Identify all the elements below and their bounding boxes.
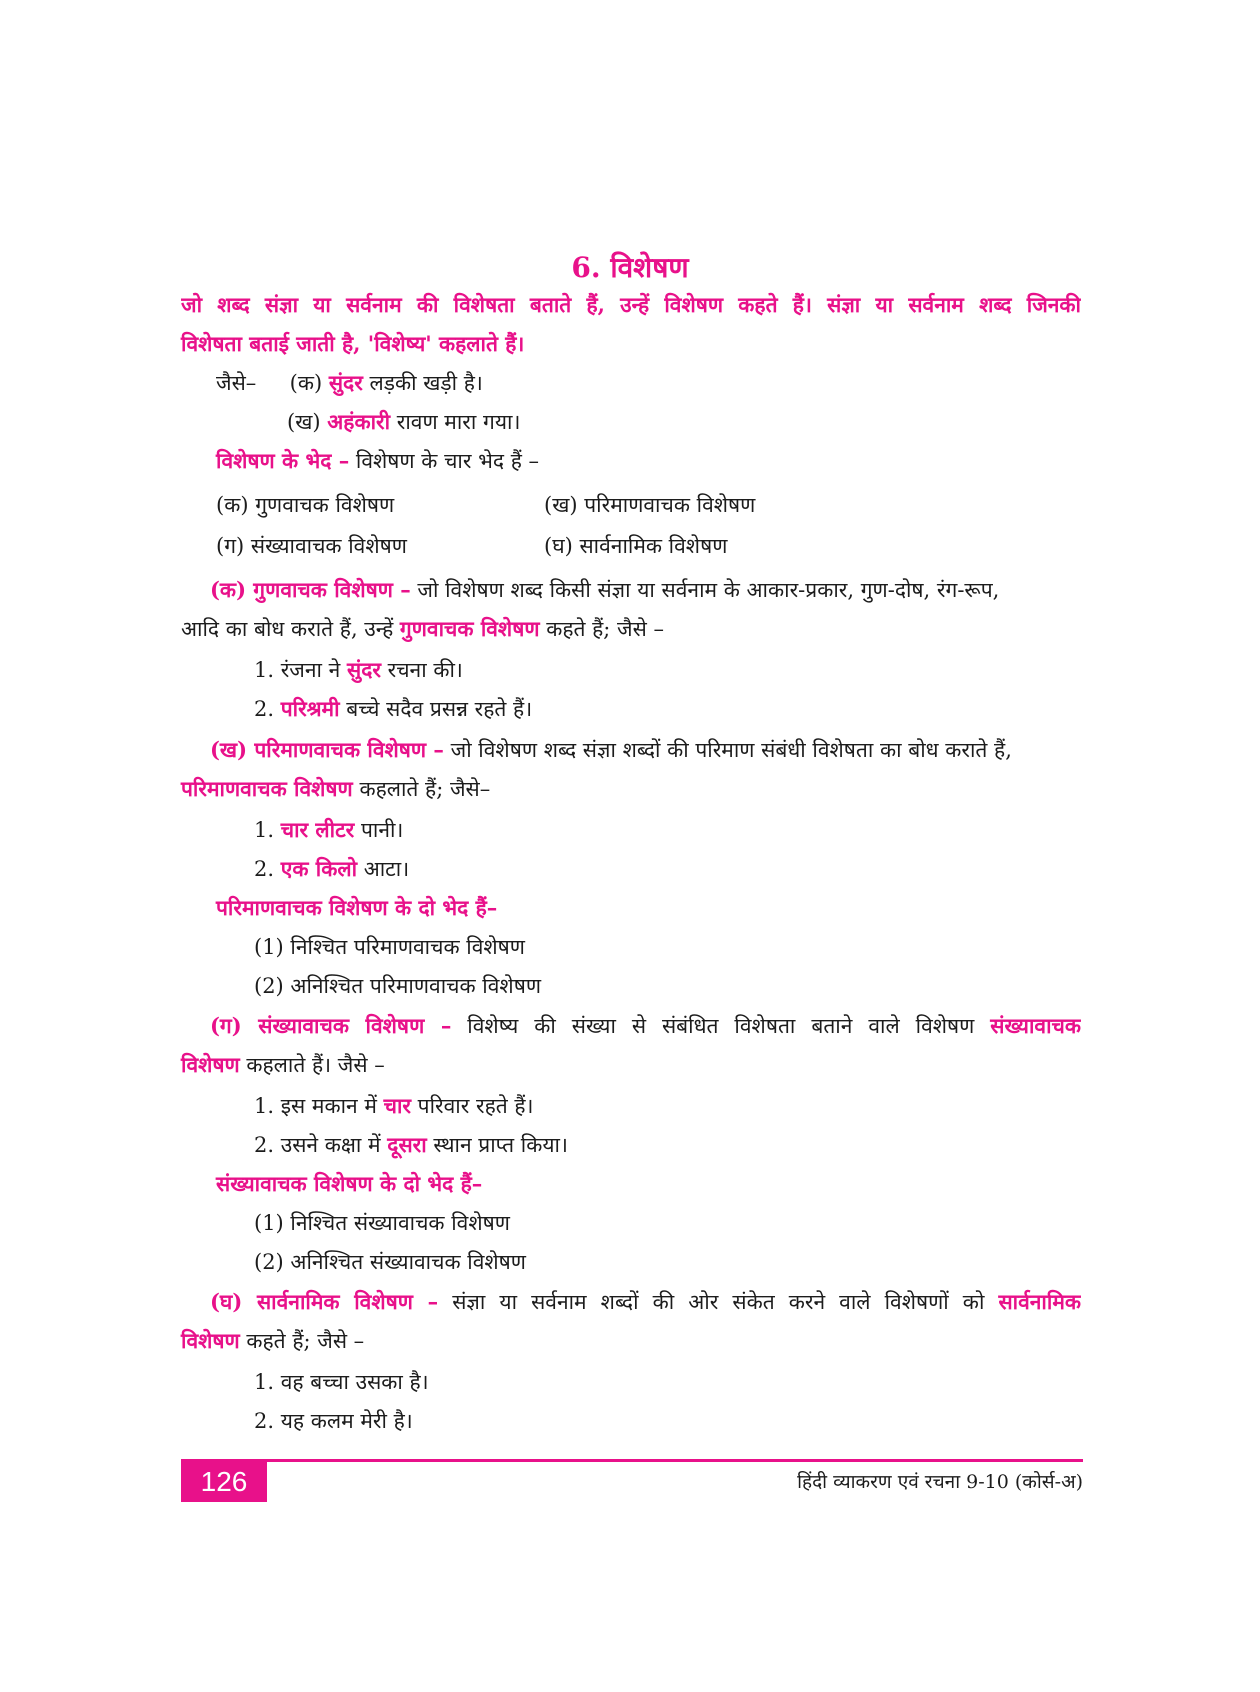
parimaan-example-1 bbox=[254, 815, 403, 845]
parimaan-line-2 bbox=[181, 774, 490, 804]
guna-example-2-adjective: परिश्रमी bbox=[280, 696, 340, 721]
sankhya-line-2-end: कहलाते हैं। जैसे – bbox=[246, 1053, 385, 1077]
parimaan-definition: जो विशेषण शब्द संज्ञा शब्दों की परिमाण संबंधी विशेषता का बोध कराते हैं, bbox=[450, 738, 1012, 762]
parimaan-subtypes-heading: परिमाणवाचक विशेषण के दो भेद हैं– bbox=[216, 895, 498, 920]
parimaan-line-2-end: कहलाते हैं; जैसे– bbox=[359, 777, 491, 801]
sankhya-example-1-b: परिवार रहते हैं। bbox=[417, 1094, 534, 1118]
intro-line-1: जो शब्द संज्ञा या सर्वनाम की विशेषता बताते हैं, उन्हें विशेषण कहते हैं। संज्ञा या सर्वनाम शब्द जिनकी bbox=[181, 292, 1081, 317]
sankhya-example-1-a: 1. इस मकान में bbox=[254, 1094, 377, 1118]
sarvanamik-line-2 bbox=[181, 1326, 364, 1356]
parimaan-line-1 bbox=[210, 735, 1012, 765]
sarvanamik-line-2-end: कहते हैं; जैसे – bbox=[246, 1329, 365, 1353]
example-2-num: (ख) bbox=[287, 410, 321, 434]
sankhya-term-part-1: संख्यावाचक bbox=[990, 1013, 1081, 1038]
sankhya-example-2-a: 2. उसने कक्षा में bbox=[254, 1133, 381, 1157]
types-heading-label: विशेषण के भेद – bbox=[216, 448, 350, 473]
sarvanamik-line-1 bbox=[210, 1287, 1081, 1317]
example-2 bbox=[287, 407, 520, 437]
type-item: (घ) सार्वनामिक विशेषण bbox=[544, 534, 728, 558]
example-2-rest: रावण मारा गया। bbox=[396, 410, 521, 434]
parimaan-heading: (ख) परिमाणवाचक विशेषण – bbox=[210, 737, 444, 762]
sankhya-term-part-2: विशेषण bbox=[181, 1052, 240, 1077]
example-1-rest: लड़की खड़ी है। bbox=[369, 371, 483, 395]
sankhya-line-1 bbox=[210, 1011, 1081, 1041]
sankhya-subtype-2: (2) अनिश्चित संख्यावाचक विशेषण bbox=[254, 1250, 526, 1274]
type-item: (क) गुणवाचक विशेषण bbox=[216, 493, 395, 517]
sarvanamik-example-2: 2. यह कलम मेरी है। bbox=[254, 1409, 413, 1433]
type-item: (ग) संख्यावाचक विशेषण bbox=[216, 534, 407, 558]
parimaan-example-2-adjective: एक किलो bbox=[280, 856, 358, 881]
sankhya-example-2-adjective: दूसरा bbox=[387, 1132, 427, 1157]
parimaan-subtype-1: (1) निश्चित परिमाणवाचक विशेषण bbox=[254, 935, 525, 959]
sankhya-example-1-adjective: चार bbox=[383, 1093, 411, 1118]
sarvanamik-definition: संज्ञा या सर्वनाम शब्दों की ओर संकेत करने वाले विशेषणों को bbox=[452, 1290, 985, 1314]
parimaan-example-2-b: आटा। bbox=[363, 857, 410, 881]
sankhya-heading: (ग) संख्यावाचक विशेषण – bbox=[210, 1013, 452, 1038]
guna-example-2-a: 2. bbox=[254, 697, 275, 721]
sankhya-example-2 bbox=[254, 1130, 568, 1160]
sarvanamik-heading: (घ) सार्वनामिक विशेषण – bbox=[210, 1289, 439, 1314]
guna-example-1 bbox=[254, 655, 463, 685]
sarvanamik-term-part-1: सार्वनामिक bbox=[998, 1289, 1081, 1314]
guna-example-2 bbox=[254, 694, 532, 724]
guna-definition: जो विशेषण शब्द किसी संज्ञा या सर्वनाम के आकार-प्रकार, गुण-दोष, रंग-रूप, bbox=[417, 578, 1000, 602]
example-label-text: जैसे– bbox=[216, 371, 257, 395]
guna-example-2-b: बच्चे सदैव प्रसन्न रहते हैं। bbox=[346, 697, 533, 721]
sankhya-definition: विशेष्य की संख्या से संबंधित विशेषता बताने वाले विशेषण bbox=[467, 1014, 975, 1038]
parimaan-example-2-a: 2. bbox=[254, 857, 275, 881]
book-title: हिंदी व्याकरण एवं रचना 9-10 (कोर्स-अ) bbox=[797, 1471, 1083, 1493]
sankhya-example-2-b: स्थान प्राप्त किया। bbox=[433, 1133, 568, 1157]
example-label bbox=[216, 368, 483, 398]
parimaan-example-2 bbox=[254, 854, 409, 884]
guna-example-1-b: रचना की। bbox=[387, 658, 463, 682]
guna-line-1 bbox=[210, 575, 999, 605]
intro-line-2: विशेषता बताई जाती है, 'विशेष्य' कहलाते हैं। bbox=[181, 331, 525, 356]
parimaan-example-1-b: पानी। bbox=[360, 818, 404, 842]
sarvanamik-example-1: 1. वह बच्चा उसका है। bbox=[254, 1370, 429, 1394]
footer-divider bbox=[181, 1459, 1083, 1462]
example-1-adjective: सुंदर bbox=[328, 370, 363, 395]
page-number: 126 bbox=[181, 1462, 267, 1502]
guna-line-2 bbox=[181, 614, 664, 644]
sankhya-line-2 bbox=[181, 1050, 385, 1080]
sarvanamik-term-part-2: विशेषण bbox=[181, 1328, 240, 1353]
guna-line-2-end: कहते हैं; जैसे – bbox=[546, 617, 665, 641]
example-1-num: (क) bbox=[289, 371, 323, 395]
guna-example-1-adjective: सुंदर bbox=[347, 657, 381, 682]
parimaan-example-1-adjective: चार लीटर bbox=[280, 817, 355, 842]
types-heading-text: विशेषण के चार भेद हैं – bbox=[355, 449, 540, 473]
type-item: (ख) परिमाणवाचक विशेषण bbox=[544, 493, 756, 517]
guna-heading: (क) गुणवाचक विशेषण – bbox=[210, 577, 411, 602]
chapter-title: 6. विशेषण bbox=[571, 251, 689, 284]
types-heading bbox=[216, 446, 539, 476]
parimaan-subtype-2: (2) अनिश्चित परिमाणवाचक विशेषण bbox=[254, 974, 542, 998]
example-2-adjective: अहंकारी bbox=[327, 409, 391, 434]
sankhya-subtype-1: (1) निश्चित संख्यावाचक विशेषण bbox=[254, 1211, 510, 1235]
parimaan-example-1-a: 1. bbox=[254, 818, 275, 842]
guna-example-1-a: 1. रंजना ने bbox=[254, 658, 341, 682]
guna-term: गुणवाचक विशेषण bbox=[399, 616, 540, 641]
sankhya-example-1 bbox=[254, 1091, 534, 1121]
guna-line-2-text: आदि का बोध कराते हैं, उन्हें bbox=[181, 617, 394, 641]
parimaan-term: परिमाणवाचक विशेषण bbox=[181, 776, 353, 801]
sankhya-subtypes-heading: संख्यावाचक विशेषण के दो भेद हैं– bbox=[216, 1171, 483, 1196]
